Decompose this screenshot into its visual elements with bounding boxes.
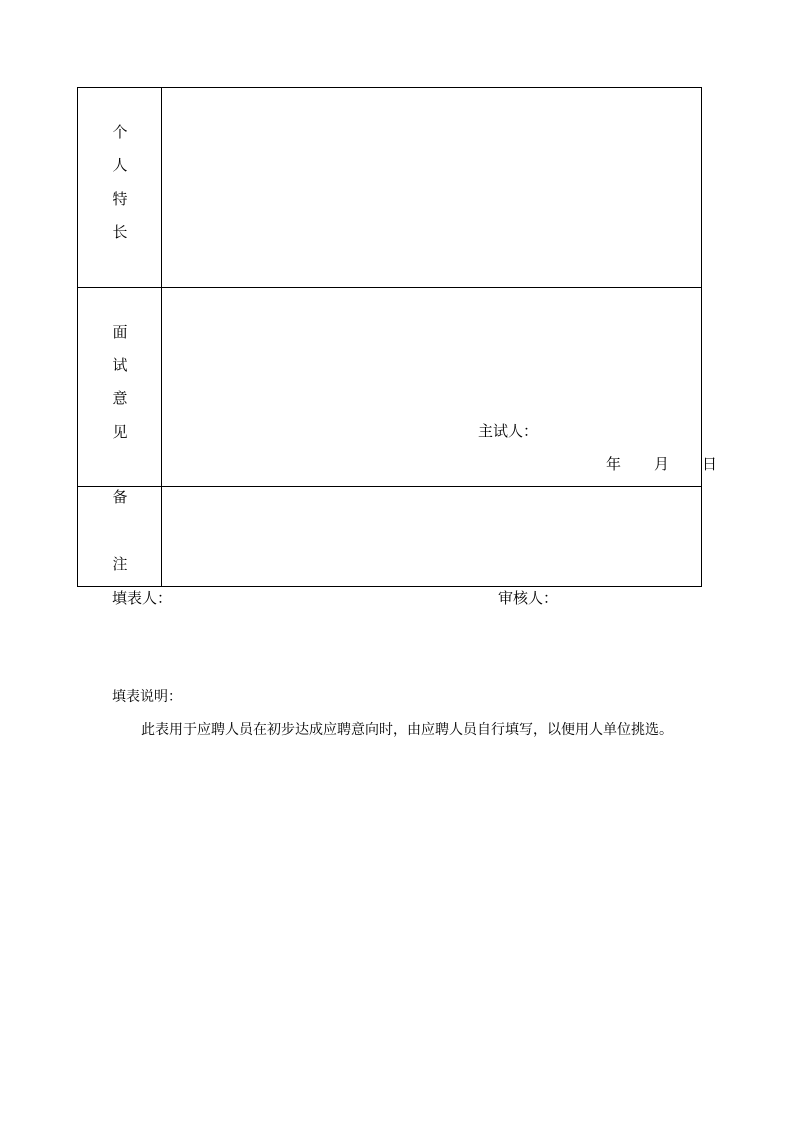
interview-opinion-field[interactable] xyxy=(162,288,718,486)
date-month-label: 月 xyxy=(654,455,670,473)
label-char: 意 xyxy=(112,389,128,407)
label-char: 个 xyxy=(112,123,128,141)
label-personal-specialty xyxy=(78,88,162,287)
reviewer-label: 审核人： xyxy=(498,589,559,607)
label-char: 面 xyxy=(112,323,128,341)
label-interview-opinion xyxy=(78,288,162,486)
label-char: 见 xyxy=(112,423,128,441)
date-year-label: 年 xyxy=(606,455,622,473)
label-char: 注 xyxy=(112,555,128,573)
filler-label: 填表人： xyxy=(112,589,173,607)
label-remarks xyxy=(78,487,162,586)
label-char: 备 xyxy=(112,488,128,506)
label-char: 人 xyxy=(112,156,128,174)
label-char: 试 xyxy=(112,356,128,374)
row-personal-specialty xyxy=(78,88,701,288)
notes-body: 此表用于应聘人员在初步达成应聘意向时，由应聘人员自行填写，以便用人单位挑选。 xyxy=(141,722,673,738)
date-day-label: 日 xyxy=(702,455,718,473)
application-form-table xyxy=(77,87,718,587)
interviewer-label: 主试人： xyxy=(478,422,539,440)
remarks-field[interactable] xyxy=(162,487,701,586)
label-char: 长 xyxy=(112,223,128,241)
personal-specialty-field[interactable] xyxy=(162,88,701,287)
row-interview-opinion xyxy=(78,288,718,487)
row-remarks xyxy=(78,487,701,586)
label-char: 特 xyxy=(112,190,128,208)
notes-heading: 填表说明： xyxy=(112,689,182,705)
